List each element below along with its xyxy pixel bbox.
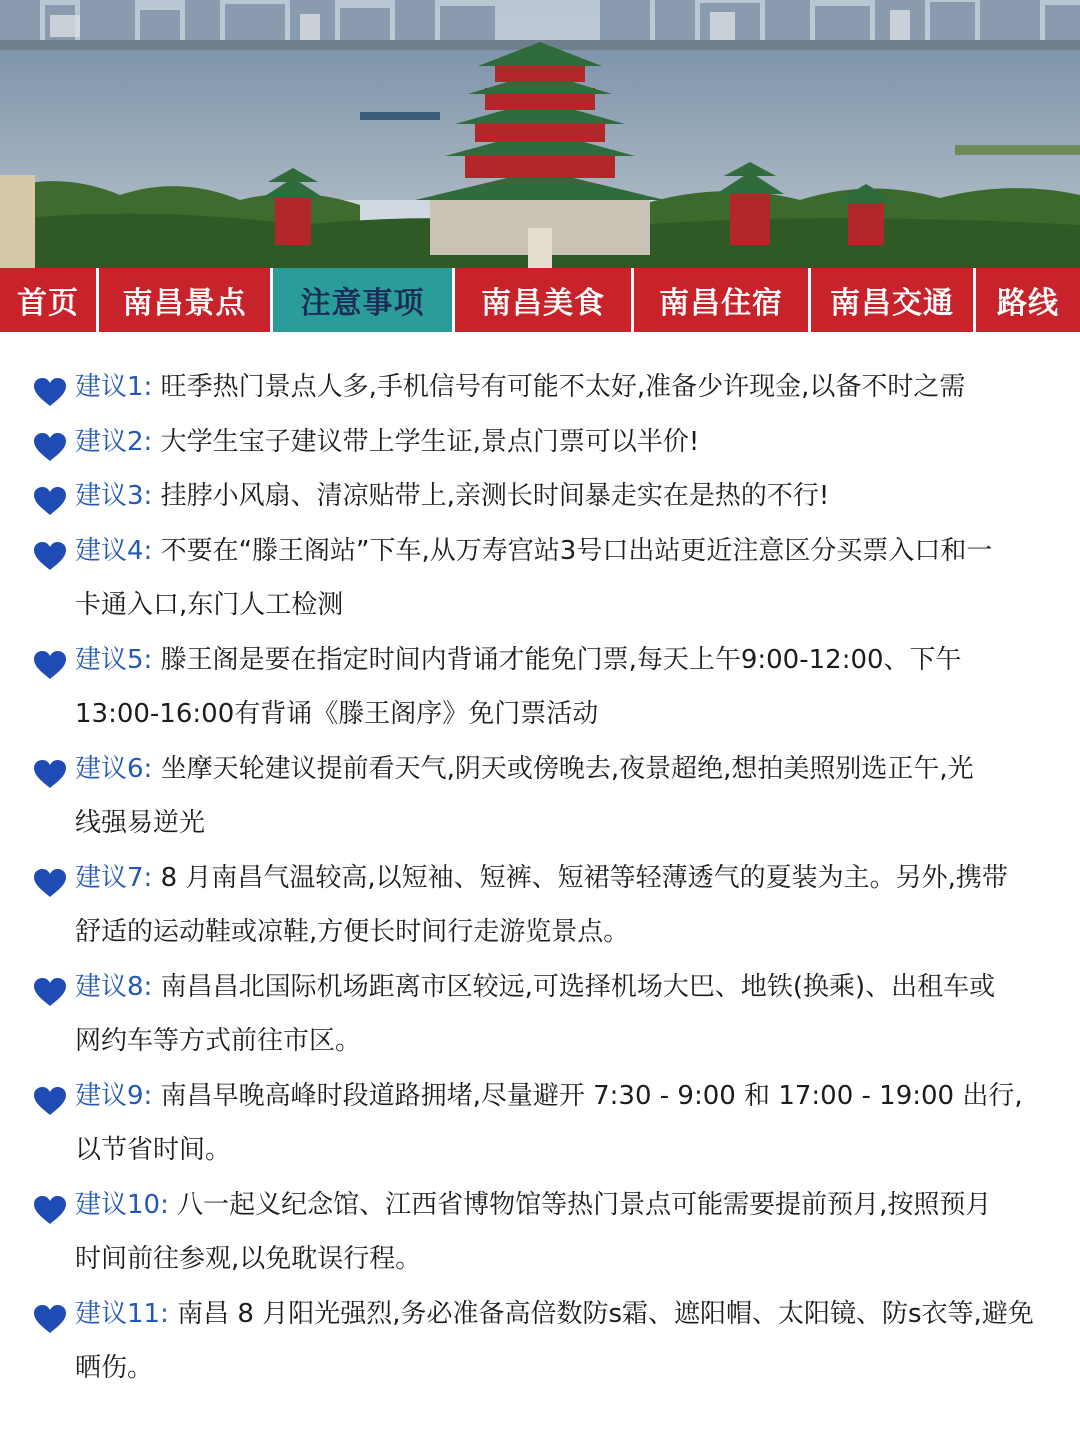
- tip-label: 建议10:: [75, 1189, 169, 1220]
- nav-tab-attractions[interactable]: 南昌景点: [99, 268, 270, 332]
- tip-label: 建议5:: [75, 644, 153, 675]
- tip-line: [75, 360, 965, 415]
- tip-text: 旺季热门景点人多,手机信号有可能不太好,准备少许现金,以备不时之需: [160, 372, 966, 402]
- heart-icon: [33, 863, 67, 893]
- nav-tab-notes[interactable]: 注意事项: [273, 268, 452, 332]
- heart-icon: [33, 754, 67, 784]
- category-nav-bar: [0, 268, 1080, 332]
- tip-line: [75, 578, 343, 633]
- tip-line: [75, 1069, 1023, 1124]
- heart-icon: [33, 481, 67, 511]
- tip-line: [75, 960, 995, 1015]
- tip-line: [75, 415, 699, 470]
- tip-text: 挂脖小风扇、清凉贴带上,亲测长时间暴走实在是热的不行!: [160, 481, 830, 511]
- tip-label: 建议8:: [75, 971, 153, 1002]
- tip-label: 建议11:: [75, 1298, 169, 1329]
- tip-text: 舒适的运动鞋或凉鞋,方便长时间行走游览景点。: [75, 917, 630, 947]
- tip-line: [75, 1014, 361, 1069]
- heart-icon: [33, 427, 67, 457]
- hero-banner-image: [0, 0, 1080, 268]
- tip-label: 建议1:: [75, 372, 153, 402]
- nav-tab-transport[interactable]: 南昌交通: [811, 268, 973, 332]
- tip-text: 线强易逆光: [75, 808, 206, 838]
- tip-text: 滕王阁是要在指定时间内背诵才能免门票,每天上午9:00-12:00、下午: [160, 644, 962, 675]
- tip-label: 建议7:: [75, 862, 153, 893]
- tip-text: 南昌昌北国际机场距离市区较远,可选择机场大巴、地铁(换乘)、出租车或: [160, 971, 996, 1002]
- heart-icon: [33, 645, 67, 675]
- tip-label: 建议9:: [75, 1080, 153, 1111]
- tip-line: [75, 905, 629, 960]
- heart-icon: [33, 1190, 67, 1220]
- tip-text: 网约车等方式前往市区。: [75, 1026, 362, 1056]
- tip-line: [75, 469, 829, 524]
- heart-icon: [33, 372, 67, 402]
- tip-text: 8 月南昌气温较高,以短袖、短裤、短裙等轻薄透气的夏装为主。另外,携带: [160, 862, 1008, 893]
- tip-line: [75, 524, 992, 579]
- tip-text: 大学生宝子建议带上学生证,景点门票可以半价!: [160, 426, 700, 457]
- tip-line: [75, 1341, 153, 1396]
- tip-label: 建议6:: [75, 753, 153, 784]
- nav-tab-food[interactable]: 南昌美食: [455, 268, 631, 332]
- tip-line: [75, 1178, 991, 1233]
- tip-label: 建议2:: [75, 426, 153, 457]
- nav-tab-lodging[interactable]: 南昌住宿: [634, 268, 808, 332]
- tip-text: 以节省时间。: [75, 1135, 232, 1165]
- tip-text: 八一起义纪念馆、江西省博物馆等热门景点可能需要提前预月,按照预月: [177, 1189, 992, 1220]
- tip-text: 晒伤。: [75, 1353, 154, 1383]
- tip-text: 坐摩天轮建议提前看天气,阴天或傍晚去,夜景超绝,想拍美照别选正午,光: [160, 753, 974, 784]
- heart-icon: [33, 1081, 67, 1111]
- tip-line: [75, 687, 598, 742]
- tip-text: 不要在“滕王阁站”下车,从万寿宫站3号口出站更近注意区分买票入口和一: [160, 535, 993, 566]
- tip-line: [75, 1287, 1034, 1342]
- tip-line: [75, 796, 205, 851]
- tip-text: 南昌早晚高峰时段道路拥堵,尽量避开 7:30 - 9:00 和 17:00 - 19:00 出行,: [160, 1080, 1023, 1111]
- tip-line: [75, 633, 962, 688]
- tip-label: 建议4:: [75, 535, 153, 566]
- nav-tab-route[interactable]: 路线: [976, 268, 1080, 332]
- tip-line: [75, 1123, 231, 1178]
- tip-line: [75, 851, 1008, 906]
- tip-text: 13:00-16:00有背诵《滕王阁序》免门票活动: [75, 699, 599, 729]
- tip-text: 南昌 8 月阳光强烈,务必准备高倍数防s霜、遮阳帽、太阳镜、防s衣等,避免: [177, 1298, 1034, 1329]
- heart-icon: [33, 972, 67, 1002]
- tip-label: 建议3:: [75, 481, 153, 511]
- tip-text: 卡通入口,东门人工检测: [75, 590, 344, 620]
- heart-icon: [33, 1299, 67, 1329]
- heart-icon: [33, 536, 67, 566]
- tip-line: [75, 742, 974, 797]
- tip-line: [75, 1232, 421, 1287]
- tengwang-pavilion-skyline-photo: [0, 0, 1080, 268]
- nav-tab-home[interactable]: 首页: [0, 268, 96, 332]
- tip-text: 时间前往参观,以免耽误行程。: [75, 1244, 422, 1274]
